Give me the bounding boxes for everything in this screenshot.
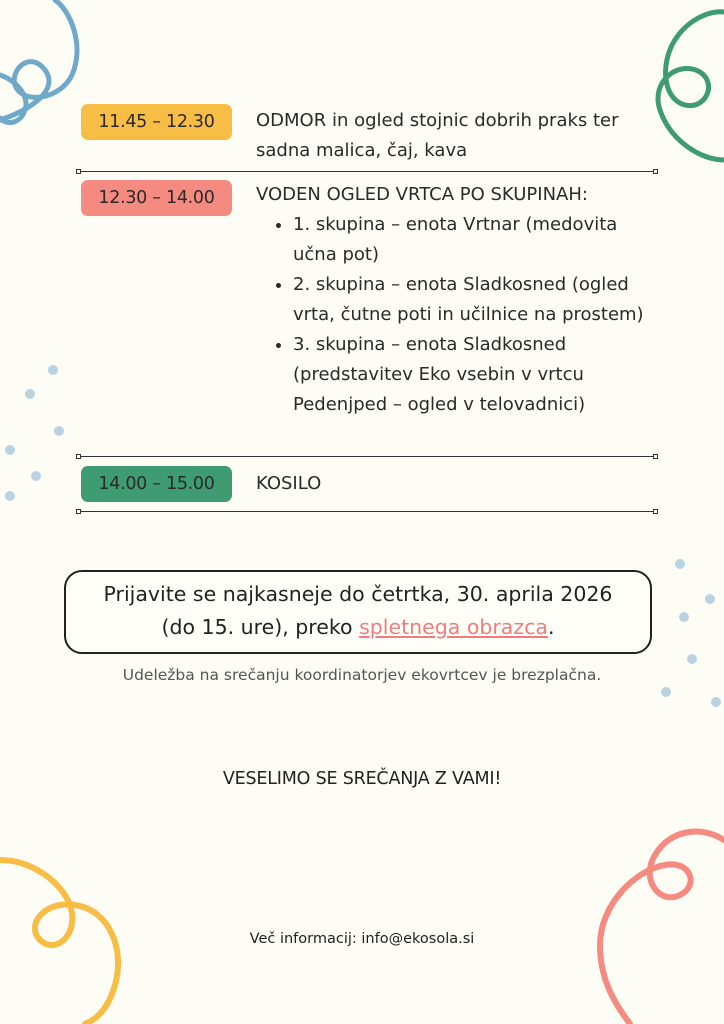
time-pill: 12.30 – 14.00 — [81, 180, 232, 216]
green-swirl-top-right — [658, 12, 724, 160]
divider — [76, 169, 658, 175]
schedule-description — [256, 469, 651, 499]
group-list — [256, 210, 651, 420]
schedule-description — [256, 180, 651, 420]
time-pill: 11.45 – 12.30 — [81, 104, 232, 140]
schedule-description — [256, 106, 651, 166]
divider — [76, 509, 658, 515]
dots-left — [5, 365, 64, 501]
registration-line-2 — [66, 611, 650, 644]
time-pill: 14.00 – 15.00 — [81, 466, 232, 502]
list-item: • 1. skupina – enota Vrtnar (medovita učna pot) — [293, 210, 651, 270]
schedule-title: VODEN OGLED VRTCA PO SKUPINAH: — [256, 184, 588, 205]
list-item: • 2. skupina – enota Sladkosned (ogled vrta, čutne poti in učilnice na prostem) — [293, 270, 651, 330]
schedule-title: KOSILO — [256, 473, 322, 494]
contact-info: Več informacij: info@ekosola.si — [249, 931, 475, 947]
registration-line-1: Prijavite se najkasneje do četrtka, 30. aprila 2026 — [103, 582, 613, 606]
divider — [76, 454, 658, 460]
free-participation-note: Udeležba na srečanju koordinatorjev ekovrtcev je brezplačna. — [122, 666, 602, 684]
registration-form-link[interactable]: spletnega obrazca — [359, 615, 548, 639]
registration-line-2-prefix: (do 15. ure), preko — [161, 615, 360, 639]
registration-line-2-suffix: . — [547, 615, 555, 639]
dots-right — [661, 559, 721, 707]
list-item: • 3. skupina – enota Sladkosned (predstavitev Eko vsebin v vrtcu Pedenjped – ogled v telovadnici) — [293, 330, 651, 420]
blue-swirl-top-left — [0, 0, 77, 123]
coral-swirl-bottom-right — [600, 832, 724, 1024]
closing-message: VESELIMO SE SREČANJA Z VAMI! — [222, 769, 502, 789]
registration-box — [64, 570, 652, 654]
schedule-title: ODMOR in ogled stojnic dobrih praks ter sadna malica, čaj, kava — [256, 110, 619, 161]
